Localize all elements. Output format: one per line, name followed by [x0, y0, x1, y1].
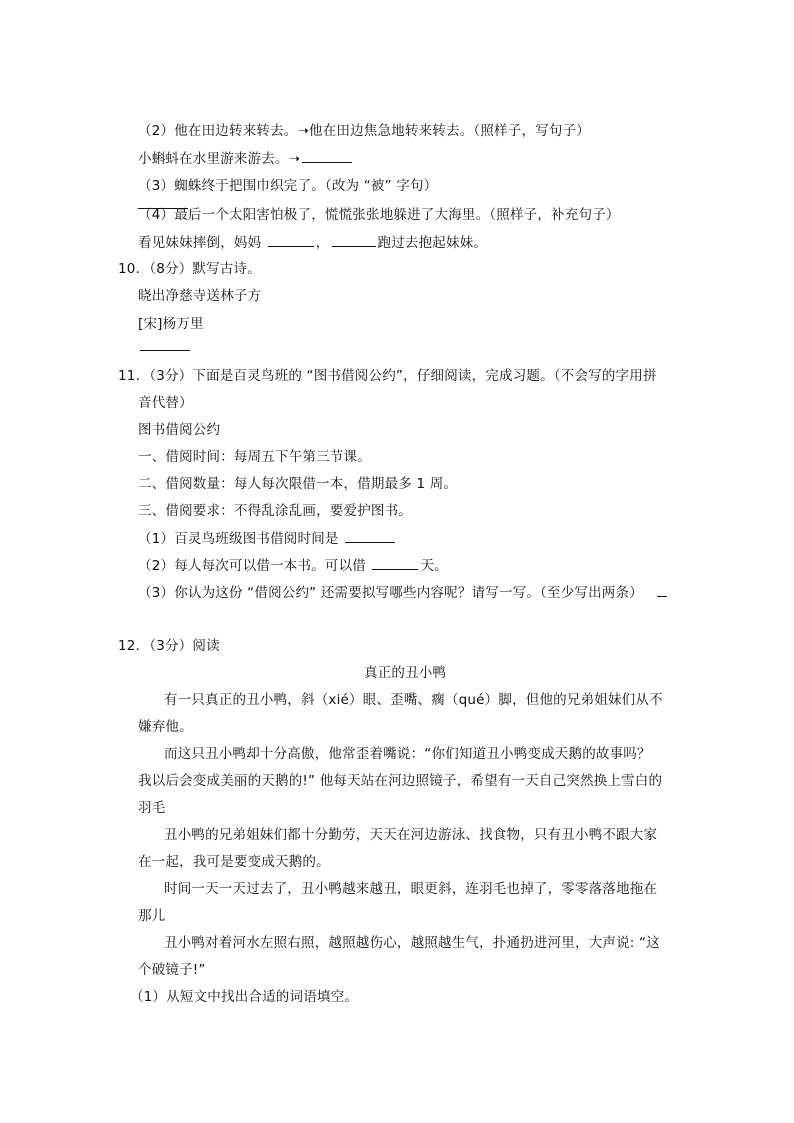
q9-sub4-task-text-b: ，: [315, 235, 330, 251]
answer-blank[interactable]: [140, 336, 190, 351]
q11-doc-title: 图书借阅公约: [138, 422, 221, 438]
q12-sub1: （1）从短文中找出合适的词语填空。: [130, 989, 358, 1005]
q11-sub1: [138, 528, 397, 549]
answer-blank[interactable]: [332, 232, 376, 247]
q12-para1-line2: 嫌弃他。: [138, 719, 193, 735]
q11-sub1-text: （1）百灵鸟班级图书借阅时间是: [138, 531, 344, 547]
q12-para2-line3: 羽毛: [138, 800, 166, 816]
q11-rule-3: 三、借阅要求：不得乱涂乱画，要爱护图书。: [138, 503, 412, 519]
q11-rule-2: 二、借阅数量：每人每次限借一本，借期最多 1 周。: [138, 476, 458, 492]
q11-sub2: [138, 555, 448, 576]
answer-blank[interactable]: [657, 582, 667, 597]
q11-sub2-text-b: 天。: [420, 558, 448, 574]
q10-answer: [138, 336, 192, 357]
q12-para4-line1: 时间一天一天过去了，丑小鸭越来越丑，眼更斜，连羽毛也掉了，零零落落地拖在: [164, 881, 658, 897]
q12-para4-line2: 那儿: [138, 908, 166, 924]
answer-blank[interactable]: [372, 555, 418, 570]
q9-sub4-task: [138, 232, 487, 253]
answer-blank[interactable]: [268, 232, 314, 247]
q9-sub3-prompt: （3）蜘蛛终于把围巾织完了。（改为 “被” 字句）: [138, 178, 438, 194]
q9-sub2-task: [138, 148, 354, 169]
q10-poem-title: 晓出净慈寺送林子方: [138, 288, 262, 304]
q9-sub4-task-text-a: 看见妹妹摔倒，妈妈: [138, 235, 266, 251]
q12-header: 12．（3分）阅读: [118, 638, 220, 654]
q12-para3-line1: 丑小鸭的兄弟姐妹们都十分勤劳，天天在河边游泳、找食物，只有丑小鸭不跟大家: [164, 827, 658, 843]
answer-blank[interactable]: [345, 528, 395, 543]
q9-sub2-prompt: （2）他在田边转来转去。➝他在田边焦急地转来转去。（照样子，写句子）: [138, 123, 590, 139]
q10-header: 10．（8分）默写古诗。: [118, 261, 261, 277]
q11-header-line1: 11．（3分）下面是百灵鸟班的 “图书借阅公约”，仔细阅读，完成习题。（不会写的字用拼: [118, 368, 657, 384]
q10-poem-author: [宋]杨万里: [138, 316, 204, 332]
q12-para2-line2: 我以后会变成美丽的天鹅的!” 他每天站在河边照镜子，希望有一天自己突然换上雪白的: [138, 773, 663, 789]
q12-para1-line1: 有一只真正的丑小鸭，斜（xié）眼、歪嘴、瘸（qué）脚，但他的兄弟姐妹们从不: [164, 692, 663, 708]
q12-para5-line1: 丑小鸭对着河水左照右照，越照越伤心，越照越生气，扑通扔进河里，大声说: “这: [164, 935, 660, 951]
q11-header-line2: 音代替）: [138, 395, 193, 411]
answer-blank[interactable]: [302, 148, 352, 163]
q9-sub2-task-text: 小蝌蚪在水里游来游去。➝: [138, 151, 301, 167]
q11-sub2-text-a: （2）每人每次可以借一本书。可以借: [138, 558, 371, 574]
q12-story-title: 真正的丑小鸭: [364, 665, 447, 681]
q9-sub4-prompt: （4）最后一个太阳害怕极了，慌慌张张地躲进了大海里。（照样子，补充句子）: [138, 207, 620, 223]
q11-sub3-text: （3）你认为这份 “借阅公约” 还需要拟写哪些内容呢？请写一写。（至少写出两条）: [138, 585, 643, 601]
q12-para5-line2: 个破镜子!”: [138, 962, 206, 978]
q11-sub3: [138, 582, 669, 603]
q12-para2-line1: 而这只丑小鸭却十分高傲，他常歪着嘴说：“你们知道丑小鸭变成天鹅的故事吗？: [164, 746, 651, 762]
q12-para3-line2: 在一起，我可是要变成天鹅的。: [138, 854, 330, 870]
q11-rule-1: 一、借阅时间：每周五下午第三节课。: [138, 449, 371, 465]
q9-sub4-task-text-c: 跑过去抱起妹妹。: [377, 235, 488, 251]
q9-sub3-answer: [138, 182, 190, 203]
